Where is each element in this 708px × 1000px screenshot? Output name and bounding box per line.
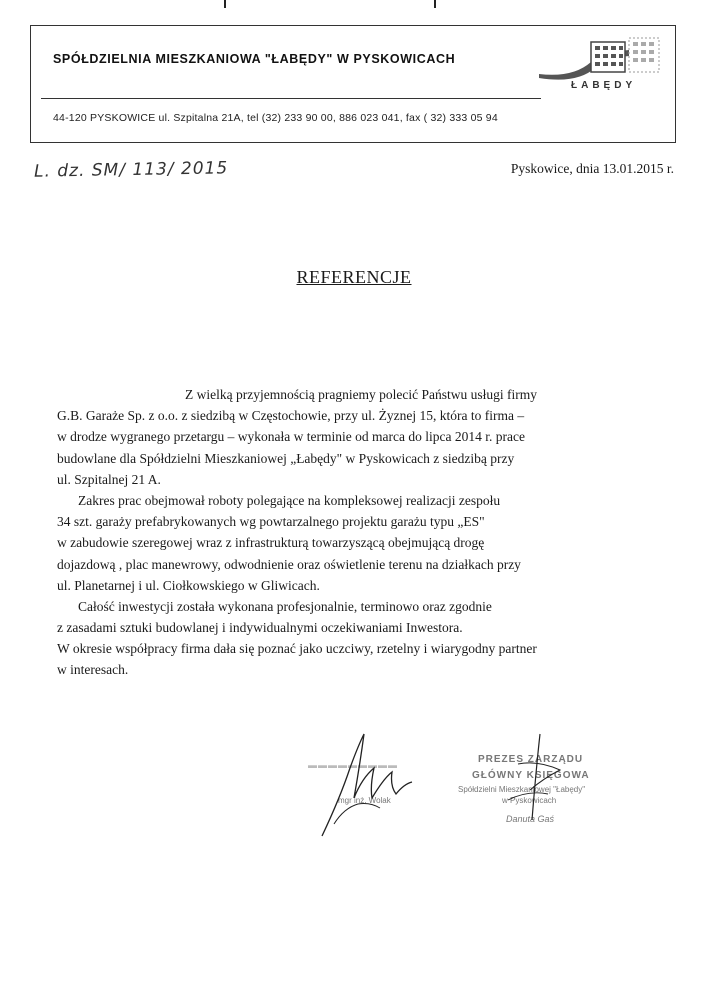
body-line: w drodze wygranego przetargu – wykonała w terminie od marca do lipca 2014 r. prace — [57, 429, 525, 445]
scan-mark — [434, 0, 436, 8]
body-line: dojazdową , plac manewrowy, odwodnienie oraz oświetlenie terenu na działkach przy — [57, 556, 521, 572]
organization-address: 44-120 PYSKOWICE ul. Szpitalna 21A, tel (32) 233 90 00, 886 023 041, fax ( 32) 333 05 94 — [53, 112, 498, 124]
handwritten-signature-left — [300, 728, 440, 838]
scan-mark — [224, 0, 226, 8]
body-line: ul. Szpitalnej 21 A. — [57, 471, 161, 487]
body-line: w zabudowie szeregowej wraz z infrastrukturą towarzyszącą obejmującą drogę — [57, 535, 485, 551]
place-and-date: Pyskowice, dnia 13.01.2015 r. — [510, 161, 674, 176]
body-line: W okresie współpracy firma dała się poznać jako uczciwy, rzetelny i wiarygodny partner — [57, 641, 537, 657]
letter-body — [57, 384, 653, 681]
organization-name: SPÓŁDZIELNIA MIESZKANIOWA "ŁABĘDY" W PYSKOWICACH — [53, 52, 456, 66]
apartment-building-icon — [533, 34, 673, 104]
body-line: Z wielką przyjemnością pragniemy polecić Państwu usługi firmy — [185, 387, 538, 402]
stamp-title: PREZES ZARZĄDU — [478, 754, 584, 765]
letterhead — [30, 25, 676, 143]
logo-wordmark: ŁABĘDY — [571, 80, 637, 91]
stamp-city: w Pyskowicach — [502, 796, 557, 805]
handwritten-signature-right — [448, 730, 628, 840]
body-line: 34 szt. garaży prefabrykowanych wg powtarzalnego projektu garażu typu „ES" — [57, 514, 485, 530]
body-line: budowlane dla Spółdzielni Mieszkaniowej „Łabędy" w Pyskowicach z siedzibą przy — [57, 450, 515, 466]
body-line: Zakres prac obejmował roboty polegające na kompleksowej realizacji zespołu — [78, 492, 501, 508]
body-line: Całość inwestycji została wykonana profesjonalnie, terminowo oraz zgodnie — [78, 598, 492, 614]
signatory-name-left: mgr inż. Wolak — [338, 796, 391, 805]
body-line: ul. Planetarnej i ul. Ciołkowskiego w Gliwicach. — [57, 577, 320, 593]
reference-number: L. dz. SM/ 113/ 2015 — [33, 158, 229, 182]
signature-left — [300, 728, 440, 838]
stamp-organization: Spółdzielni Mieszkaniowej "Łabędy" — [458, 785, 586, 794]
body-line: G.B. Garaże Sp. z o.o. z siedzibą w Częstochowie, przy ul. Żyznej 15, która to firma – — [57, 408, 525, 424]
official-stamp-right — [448, 730, 628, 840]
signatory-name-right: Danuta Gaś — [506, 814, 555, 824]
organization-logo — [533, 34, 673, 104]
faded-stamp: ▬▬▬▬▬▬▬▬▬ — [308, 760, 398, 770]
stamp-role: GŁÓWNY KSIĘGOWA — [472, 770, 590, 781]
body-line: z zasadami sztuki budowlanej i indywidualnymi oczekiwaniami Inwestora. — [57, 620, 463, 636]
letterhead-divider — [41, 98, 541, 99]
body-line: w interesach. — [57, 662, 129, 678]
document-title: REFERENCJE — [296, 267, 412, 287]
